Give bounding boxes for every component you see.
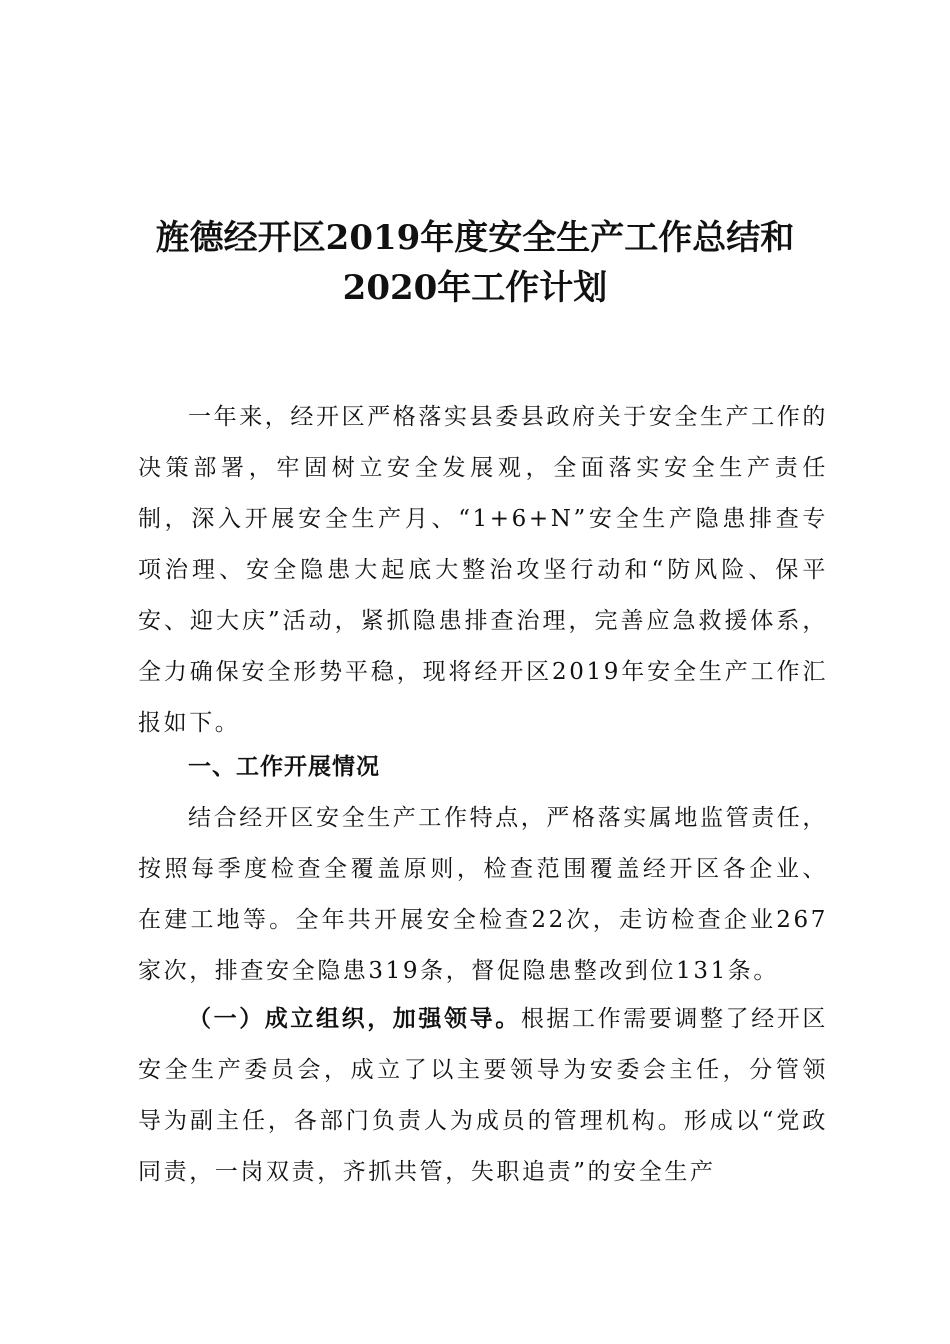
work-summary-paragraph: 结合经开区安全生产工作特点，严格落实属地监管责任，按照每季度检查全覆盖原则，检查范围覆盖经开区各企业、在建工地等。全年共开展安全检查22次，走访检查企业267家次，排查安全隐患319条，督促隐患整改到位131条。 (138, 805, 828, 984)
document-title-line-1: 旌德经开区2019年度安全生产工作总结和 (155, 218, 795, 258)
organization-paragraph (138, 993, 828, 1198)
subsection-1-lead: （一）成立组织，加强领导。 (188, 1005, 521, 1032)
section-1-heading: 一、工作开展情况 (188, 754, 380, 780)
subsection-1-body: 根据工作需要调整了经开区安全生产委员会，成立了以主要领导为安委会主任，分管领导为副主任，各部门负责人为成员的管理机构。形成以“党政同责，一岗双责，齐抓共管，失职追责”的安全生产 (138, 1006, 829, 1185)
intro-paragraph: 一年来，经开区严格落实县委县政府关于安全生产工作的决策部署，牢固树立安全发展观，全面落实安全生产责任制，深入开展安全生产月、“1+6+N”安全生产隐患排查专项治理、安全隐患大起底大整治攻坚行动和“防风险、保平安、迎大庆”活动，紧抓隐患排查治理，完善应急救援体系，全力确保安全形势平稳，现将经开区2019年安全生产工作汇报如下。 (138, 404, 828, 736)
document-title-line-2: 2020年工作计划 (342, 268, 608, 308)
